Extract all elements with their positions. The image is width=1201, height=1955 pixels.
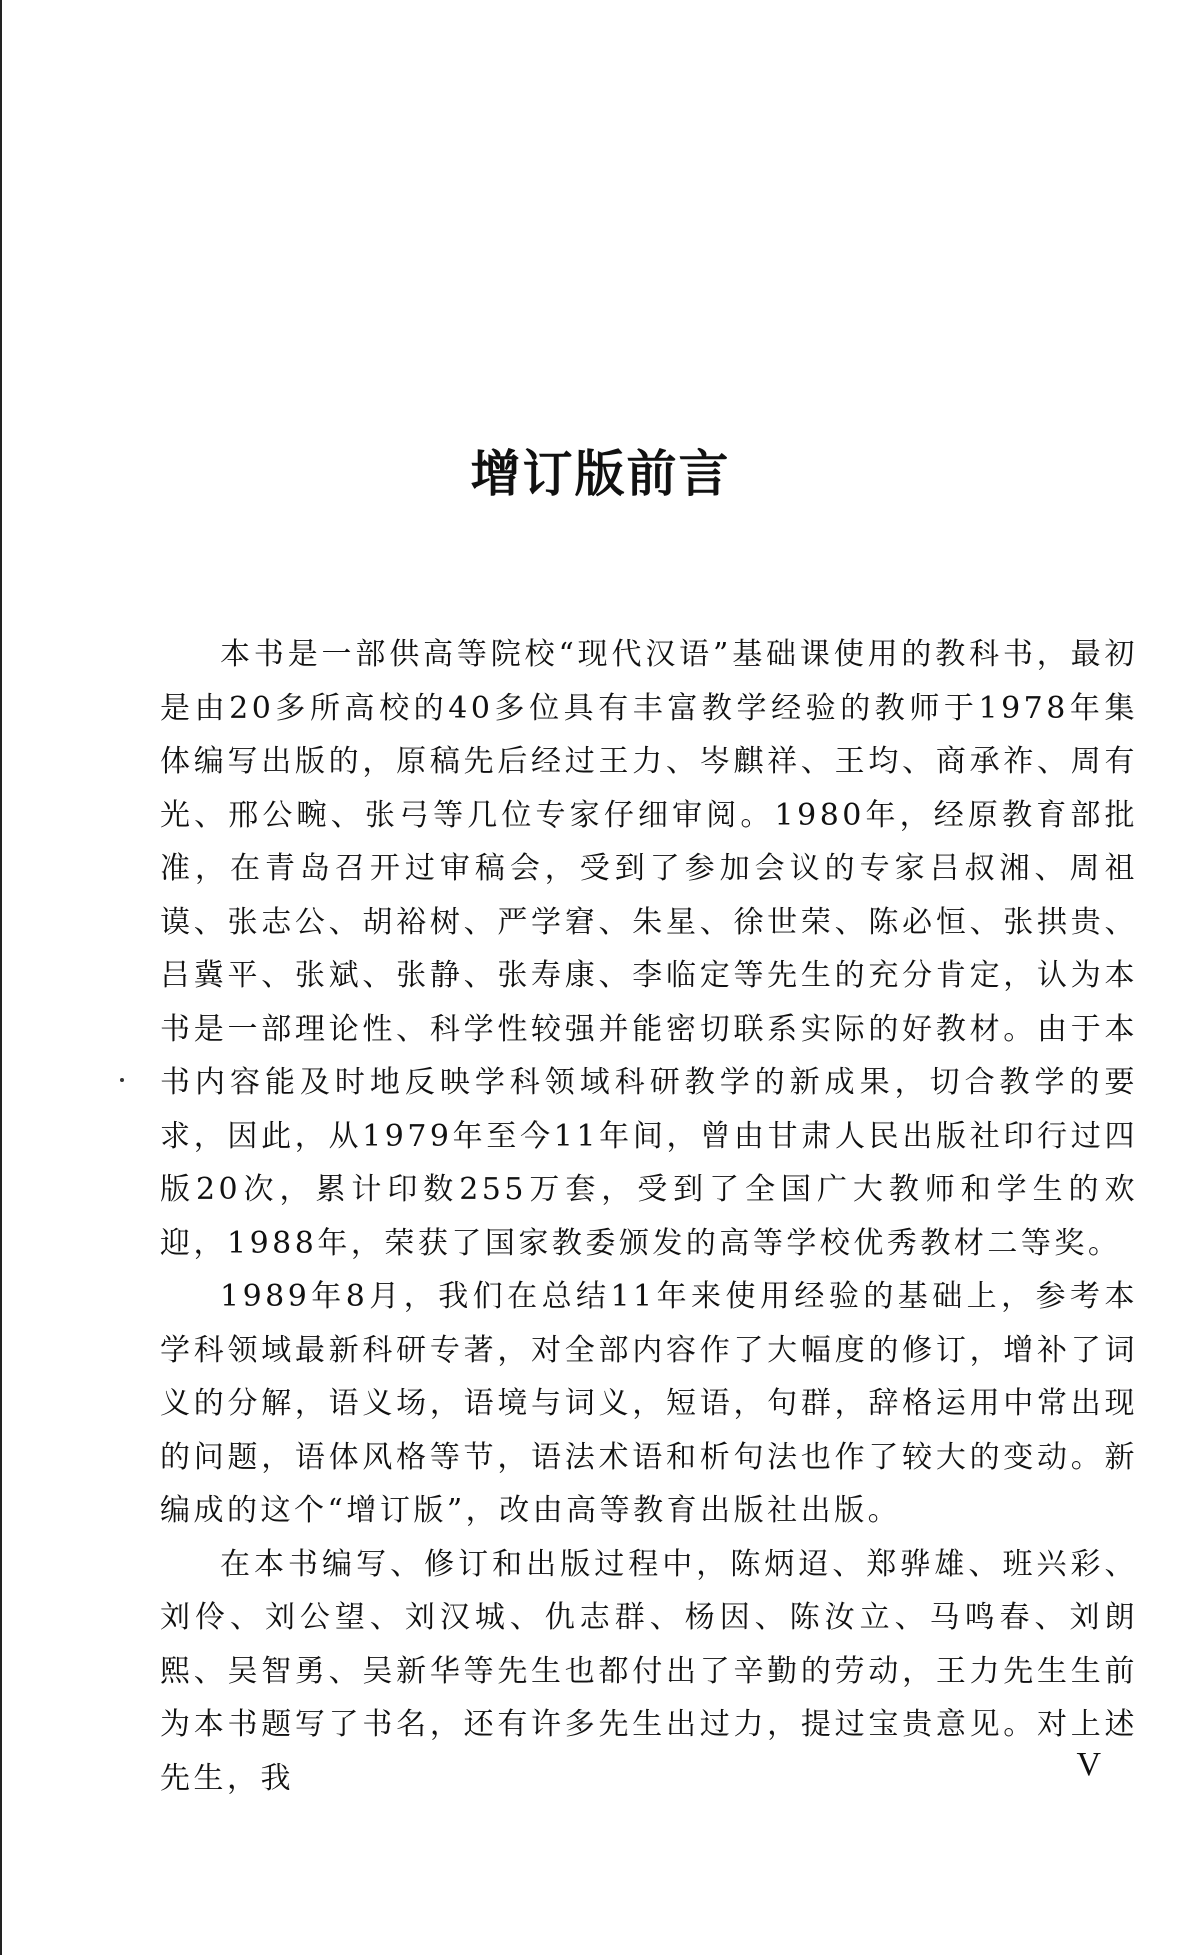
margin-dot [120,1078,124,1082]
paragraph-3: 在本书编写、修订和出版过程中，陈炳迢、郑骅雄、班兴彩、刘伶、刘公望、刘汉城、仇志群、杨因、陈汝立、马鸣春、刘朗熙、吴智勇、吴新华等先生也都付出了辛勤的劳动，王力先生生前为本书题写了书名，还有许多先生出过力，提过宝贵意见。对上述先生，我 [160,1546,1138,1796]
page-number: V [1076,1746,1101,1783]
page-edge [0,0,2,1955]
page-title: 增订版前言 [470,444,731,503]
paragraph-2: 1989年8月，我们在总结11年来使用经验的基础上，参考本学科领域最新科研专著，对全部内容作了大幅度的修订，增补了词义的分解，语义场，语境与词义，短语，句群，辞格运用中常出现的问题，语体风格等节，语法术语和析句法也作了较大的变动。新编成的这个“增订版”，改由高等教育出版社出版。 [160,1279,1138,1528]
paragraph-1: 本书是一部供高等院校“现代汉语”基础课使用的教科书，最初是由20多所高校的40多位具有丰富教学经验的教师于1978年集体编写出版的，原稿先后经过王力、岑麒祥、王均、商承祚、周有光、邢公畹、张弓等几位专家仔细审阅。1980年，经原教育部批准，在青岛召开过审稿会，受到了参加会议的专家吕叔湘、周祖谟、张志公、胡裕树、严学窘、朱星、徐世荣、陈必恒、张拱贵、吕冀平、张斌、张静、张寿康、李临定等先生的充分肯定，认为本书是一部理论性、科学性较强并能密切联系实际的好教材。由于本书内容能及时地反映学科领域科研教学的新成果，切合教学的要求，因此，从1979年至今11年间，曾由甘肃人民出版社印行过四版20次，累计印数255万套，受到了全国广大教师和学生的欢迎，1988年，荣获了国家教委颁发的高等学校优秀教材二等奖。 [160,637,1138,1261]
body-text [160,628,1138,1805]
